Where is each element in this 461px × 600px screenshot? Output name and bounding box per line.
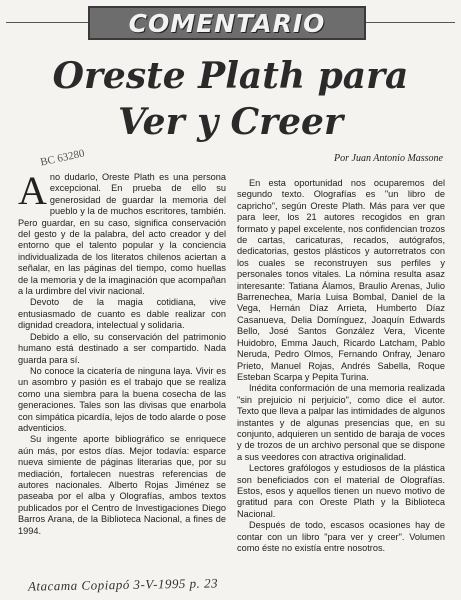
section-banner bbox=[88, 6, 366, 40]
paragraph-text: no dudarlo, Oreste Plath es una persona excepcional. En prueba de ello su generosidad de guardar la memoria del pueblo y la de muchos escritores, también. Pero guardar, en su caso, significa conservación del gesto y de la palabra, del acto creador y del entorno que el talento popular y la conciencia individualizada de los literatos chilenos aciertan a señalar, en las páginas del tiempo, como huellas de la memoria y de la imaginación que acompañan a la urdimbre del vivir nacional. bbox=[18, 172, 226, 297]
handwritten-source-note: Atacama Copiapó 3-V-1995 p. 23 bbox=[27, 575, 219, 594]
drop-cap: A bbox=[18, 168, 47, 213]
paragraph: Debido a ello, su conservación del patrimonio humano está destinado a ser compartido. Nada guarda para sí. bbox=[18, 331, 226, 365]
paragraph: Inédita conformación de una memoria realizada "sin prejuicio ni perjuicio", como dice el autor. Texto que lleva a palpar las intimidades de algunos instantes y de algunas presencias que, en su conjunto, adquieren un sentido de baraja de voces y de trozos de un archivo personal que se dispone a sus veedores con atractiva originalidad. bbox=[237, 383, 445, 462]
left-column bbox=[18, 168, 226, 537]
paragraph: Después de todo, escasos ocasiones hay de contar con un libro "para ver y creer". Volumen como éste no existía entre nosotros. bbox=[237, 520, 445, 553]
paragraph: No conoce la cicatería de ninguna laya. Vivir es un asombro y pasión es el trabajo que se realiza como una siembra para la buena cosecha de las generaciones. Tales son las divisas que enarbola con simpática picardía, lejos de todo alarde o pose adventicios. bbox=[18, 365, 226, 433]
headline-line-2: Ver y Creer bbox=[118, 101, 343, 143]
archive-stamp: BC 63280 bbox=[39, 147, 86, 169]
section-label: COMENTARIO bbox=[128, 8, 326, 38]
byline: Por Juan Antonio Massone bbox=[334, 153, 443, 164]
paragraph: En esta oportunidad nos ocuparemos del segundo texto. Olografías es "un libro de capricho", según Oreste Plath. Más para ver que para leer, los 21 autores recogidos en gran formato y papel excelente, nos confidencian trozos de cartas, caricaturas, recados, autógrafos, dedicatorias, gestos plásticos y autorretratos con los cuales se reconstruyen sus perfiles y personales tonos vitales. La nómina resulta asaz interesante: Tatiana Álamos, Braulio Arenas, Julio Barrenechea, María Luisa Bombal, Daniel de la Vega, Hernán Díaz Arrieta, Humberto Díaz Casanueva, Delia Domínguez, Joaquín Edwards Bello, José Santos González Vera, Vicente Huidobro, Emma Jauch, Ricardo Latcham, Pablo Neruda, Pedro Olmos, Fernando Onfray, Jenaro Prieto, Manuel Rojas, Andrés Sabella, Roque Esteban Scarpa y Pepita Turina. bbox=[237, 178, 445, 382]
paragraph: Lectores grafólogos y estudiosos de la plástica son beneficiados con el material de Olografías. Estos, esos y aquellos tienen un nuevo motivo de gratitud para con Oreste Plath y la Biblioteca Nacional. bbox=[237, 463, 445, 519]
right-column bbox=[237, 178, 445, 554]
paragraph bbox=[18, 168, 226, 297]
paragraph: Devoto de la magia cotidiana, vive entusiasmado de cuanto es dable realizar con dignidad creadora, intelectual y solidaria. bbox=[18, 297, 226, 331]
headline-line-1: Oreste Plath para bbox=[52, 55, 409, 97]
paragraph: Su ingente aporte bibliográfico se enriquece aún más, por estos días. Mejor todavía: esparce nueva simiente de páginas literarias que, por su mediación, fortalecen nuestras referencias de autores nacionales. Alberto Rojas Jiménez se paseaba por el alba y Olografías, ambos textos publicados por el Centro de Investigaciones Diego Barros Arana, de la Biblioteca Nacional, a fines de 1994. bbox=[18, 434, 226, 536]
